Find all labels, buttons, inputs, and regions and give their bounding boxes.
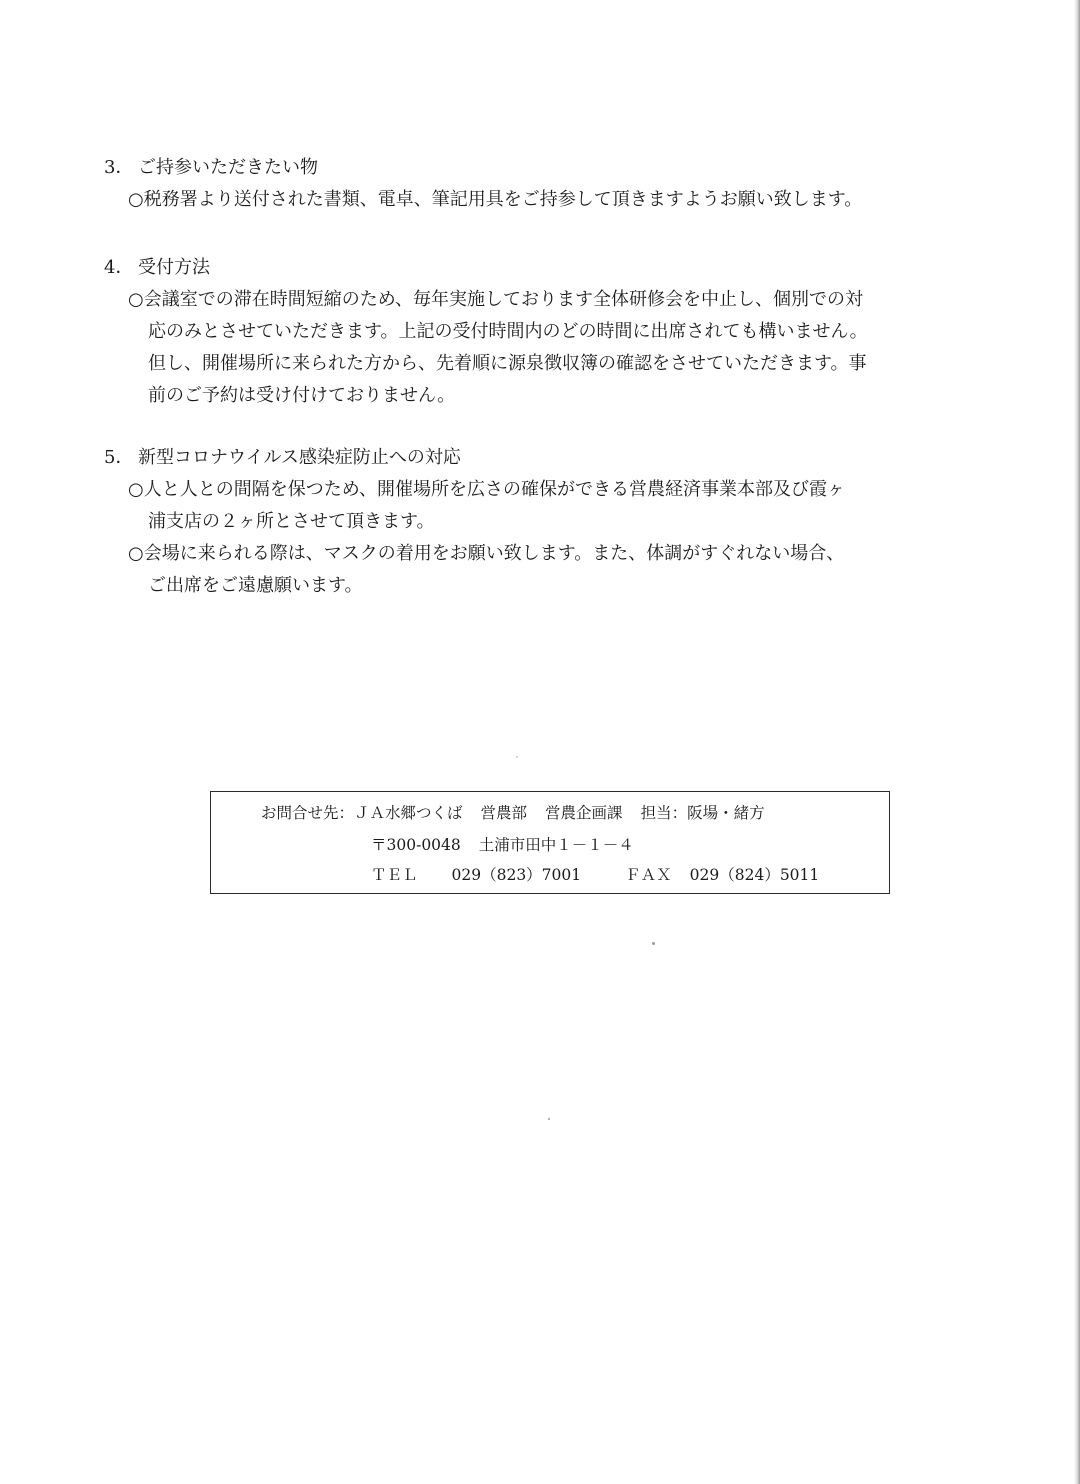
bullet-item [128, 284, 1004, 412]
bullet-line: 但し、開催場所に来られた方から、先着順に源泉徴収簿の確認をさせていただきます。事 [148, 353, 867, 374]
bullet-line: 浦支店の２ヶ所とさせて頂きます。 [148, 511, 435, 532]
section-number: 4． [104, 257, 134, 278]
contact-postal: 〒300-0048 [371, 836, 461, 854]
bullet-line: ご出席をご遠慮願います。 [148, 575, 363, 596]
contact-row-phone [371, 864, 819, 886]
section-number: 5． [104, 447, 134, 468]
section-heading [104, 252, 1004, 284]
contact-fax: 029（824）5011 [689, 866, 820, 884]
bullet-line: ○会議室での滞在時間短縮のため、毎年実施しております全体研修会を中止し、個別での対 [128, 289, 863, 310]
contact-label: お問合せ先： [261, 804, 355, 822]
bullet-item [128, 538, 1004, 602]
contact-row-address [371, 834, 634, 856]
contact-section: 営農企画課 [545, 804, 623, 822]
section-heading [104, 442, 1004, 474]
scan-edge-shadow [1074, 0, 1080, 1484]
scan-speck [548, 1118, 550, 1120]
bullet-line: 応のみとさせていただきます。上記の受付時間内のどの時間に出席されても構いません。 [148, 321, 868, 342]
contact-person: 担当：阪場・緒方 [640, 804, 765, 822]
bullet-line: ○人と人との間隔を保つため、開催場所を広さの確保ができる営農経済事業本部及び霞ヶ [128, 479, 845, 500]
scan-speck [652, 942, 655, 945]
contact-address: 土浦市田中１－１－４ [478, 836, 634, 854]
contact-dept: 営農部 [480, 804, 528, 822]
bullet-item [128, 184, 1004, 216]
contact-tel: 029（823）7001 [451, 866, 582, 884]
section-title: 受付方法 [138, 257, 210, 278]
bullet-line: 前のご予約は受け付けておりません。 [148, 385, 456, 406]
section-reception-method [104, 252, 1004, 412]
section-heading [104, 152, 1004, 184]
contact-row-org [261, 802, 765, 824]
bullet-line: ○税務署より送付された書類、電卓、筆記用具をご持参して頂きますようお願い致します。 [128, 189, 863, 210]
section-title: ご持参いただきたい物 [138, 157, 318, 178]
contact-fax-label: ＦＡＸ [625, 866, 672, 884]
section-items-to-bring [104, 152, 1004, 216]
bullet-item [128, 474, 1004, 538]
contact-box [210, 791, 890, 894]
contact-org: ＪＡ水郷つくば [354, 804, 463, 822]
section-number: 3． [104, 157, 134, 178]
contact-tel-label: ＴＥＬ [371, 866, 418, 884]
section-covid-measures [104, 442, 1004, 602]
bullet-line: ○会場に来られる際は、マスクの着用をお願い致します。また、体調がすぐれない場合、 [128, 543, 845, 564]
section-title: 新型コロナウイルス感染症防止への対応 [138, 447, 461, 468]
scan-speck [516, 756, 518, 758]
